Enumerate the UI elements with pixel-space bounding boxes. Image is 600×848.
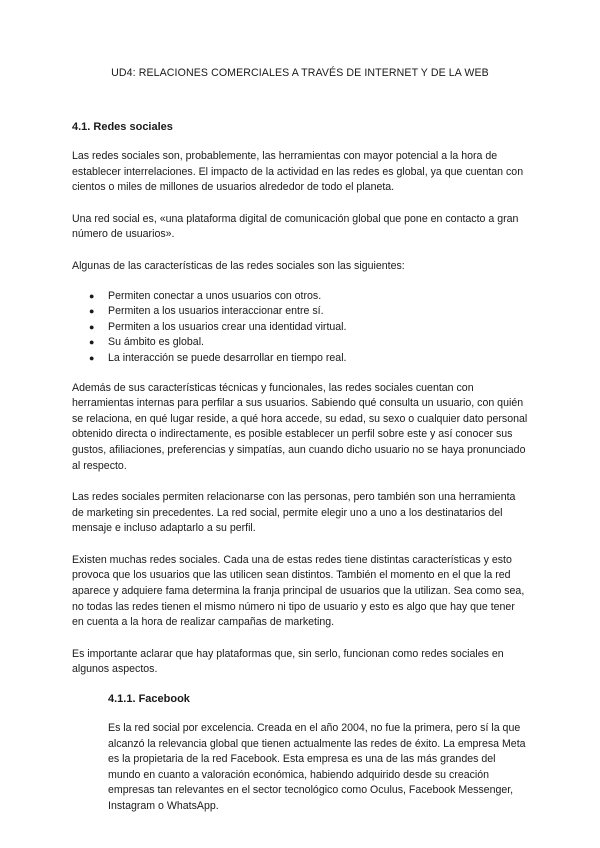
intro-paragraph: Las redes sociales son, probablemente, las herramientas con mayor potencial a la hora de establecer interrelaciones. El impacto de la actividad en las redes es global, ya que cuentan con cientos o miles de millones de usuarios alrededor de todo el planeta. — [72, 150, 524, 194]
list-item: ● La interacción se puede desarrollar en tiempo real. — [72, 351, 528, 367]
bullet-icon: ● — [89, 352, 95, 363]
features-list — [72, 289, 528, 367]
facebook-subsection — [72, 691, 528, 815]
list-item: ● Permiten a los usuarios crear una identidad virtual. — [72, 320, 528, 336]
list-item: ● Permiten conectar a unos usuarios con otros. — [72, 289, 528, 305]
section-title: 4.1. Redes sociales — [72, 121, 173, 133]
subsection-title: 4.1.1. Facebook — [108, 693, 190, 706]
list-item: ● Permiten a los usuarios interaccionar entre sí. — [72, 304, 528, 320]
features-intro-paragraph: Algunas de las características de las redes sociales son las siguientes: — [72, 259, 405, 272]
bullet-icon: ● — [89, 306, 95, 317]
document-header: UD4: RELACIONES COMERCIALES A TRAVÉS DE INTERNET Y DE LA WEB — [111, 67, 489, 79]
networks-paragraph: Existen muchas redes sociales. Cada una de estas redes tiene distintas características y esto provoca que los usuarios que las utilicen sean distintos. También el momento en el que la red aparece y adquiere fama determina la franja principal de usuarios que la utilizan. Sea como sea, no todas las redes tienen el mismo número ni tipo de usuario y esto es algo que hay que tener en cuenta a la hora de realizar campañas de marketing. — [72, 553, 525, 629]
facebook-paragraph: Es la red social por excelencia. Creada en el año 2004, no fue la primera, pero sí la que alcanzó la relevancia global que tienen actualmente las redes de éxito. La empresa Meta es la propietaria de la red Facebook. Esta empresa es una de las más grandes del mundo en cuanto a valoración económica, habiendo adquirido desde su creación empresas tan relevantes en el sector tecnológico como Oculus, Facebook Messenger, Instagram o WhatsApp. — [108, 722, 526, 812]
platforms-paragraph: Es importante aclarar que hay plataformas que, sin serlo, funcionan como redes sociales en algunos aspectos. — [72, 647, 504, 676]
marketing-paragraph: Las redes sociales permiten relacionarse con las personas, pero también son una herramienta de marketing sin precedentes. La red social, permite elegir uno a uno a los destinatarios del mensaje e incluso adaptarlo a su perfil. — [72, 491, 516, 535]
definition-paragraph: Una red social es, «una plataforma digital de comunicación global que pone en contacto a gran número de usuarios». — [72, 212, 519, 241]
bullet-icon: ● — [89, 290, 95, 301]
list-item: ● Su ámbito es global. — [72, 335, 528, 351]
bullet-icon: ● — [89, 321, 95, 332]
bullet-icon: ● — [89, 337, 95, 348]
profiling-paragraph: Además de sus características técnicas y funcionales, las redes sociales cuentan con herramientas internas para perfilar a sus usuarios. Sabiendo qué consulta un usuario, con quién se relaciona, en qué lugar reside, a qué hora accede, su edad, su sexo o cualquier dato personal obtenido directa o indirectamente, es posible establecer un perfil sobre este y así conocer sus gustos, afiliaciones, preferencias y simpatías, aun cuando dicho usuario no se haya pronunciado al respecto. — [72, 381, 528, 472]
